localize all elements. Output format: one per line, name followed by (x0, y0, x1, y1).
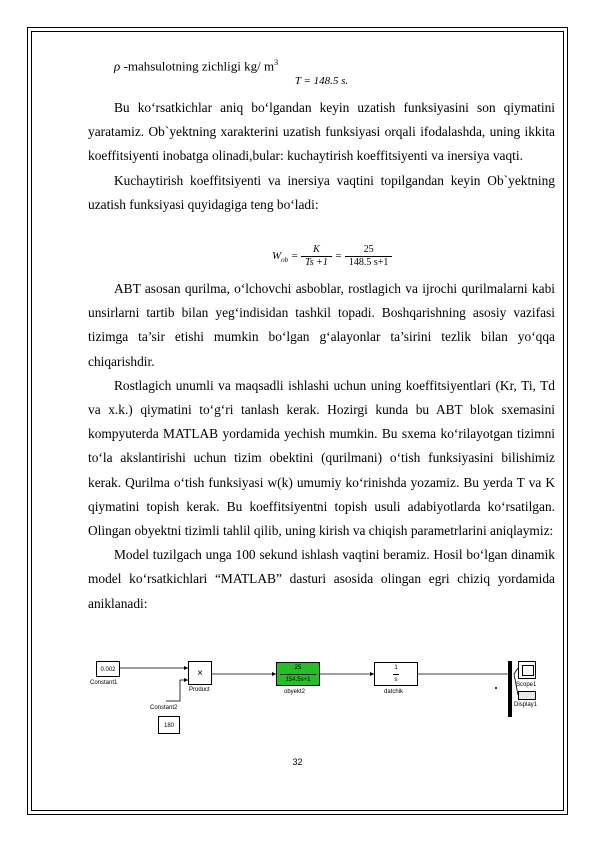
constant1-label: Constant1 (90, 680, 118, 686)
fraction-2 (345, 244, 393, 269)
eq-lhs: W (272, 250, 282, 263)
transfer-function-block[interactable] (276, 662, 320, 686)
fraction-2-denominator: 148.5 s+1 (348, 257, 389, 268)
integrator-block[interactable] (374, 662, 418, 686)
constant2-block[interactable] (158, 716, 180, 734)
eq-lhs-sub: ob (281, 256, 289, 265)
eq-sign-1: = (290, 250, 299, 263)
equation-T: T = 148.5 s. (294, 75, 349, 87)
simulink-diagram (88, 655, 558, 745)
integrator-numerator: 1 (394, 665, 398, 671)
display-label: Display1 (514, 702, 538, 708)
page-number: 32 (292, 757, 303, 767)
paragraph-1: Bu ko‘rsatkichlar aniq bo‘lgandan keyin uzatish funksiyasini son qiymatini yaratamiz. Ob`yektning xarakterini uzatish funksiyasi orqali ifodalashda, uning ikkita koeffitsiyenti inobatga olinadi,bular: kuchaytirish koeffitsiyenti va inersiya vaqti. (88, 100, 555, 164)
product-label: Product (189, 687, 210, 693)
equation-W (272, 244, 392, 269)
eq-sign-2: = (334, 250, 343, 263)
tf-label: obyekt2 (284, 689, 306, 695)
integrator-label: datchik (384, 689, 404, 695)
density-unit-exponent: 3 (274, 58, 279, 67)
paragraph-block-1 (88, 96, 555, 217)
rho-symbol: ρ (114, 58, 121, 74)
integrator-denominator: s (393, 674, 399, 686)
tf-numerator: 25 (294, 665, 302, 671)
density-text: -mahsulotning zichligi kg/ m (120, 58, 275, 74)
paragraph-5: Model tuzilgach unga 100 sekund ishlash vaqtini beramiz. Hosil bo‘lgan dinamik model ko‘rsatkichlari “MATLAB” dasturi asosida olingan egri chiziq yordamida aniklanadi: (88, 547, 555, 611)
constant1-block[interactable] (96, 661, 120, 677)
scope-label: Scope1 (516, 682, 537, 688)
paragraph-3: ABT asosan qurilma, o‘lchovchi asboblar, rostlagich va ijrochi qurilmalarni kabi unsirlarni tartib bilan yeg‘indisidan tashkil topadi. Boshqarishning asosiy vazifasi tizimga ta’sir etishi mumkin bo‘lgan g‘alayonlar ta’sirini tezlik bilan yo‘qqa chiqarishdir. (88, 281, 555, 369)
paragraph-4: Rostlagich unumli va maqsadli ishlashi uchun uning koeffitsiyentlari (Kr, Ti, Td va x.k.) qiymatini to‘g‘ri tanlash kerak. Hozirgi kunda bu ABT blok sxemasini kompyuterda MATLAB yordamida yechish mumkin. Bu sxema ko‘rilayotgan tizimni to‘la akslantirishi uchun tizim obektini (qurilmani) o‘tish funksiyasini bilishimiz kerak. Qurilma o‘tish funksiyasi w(k) umumiy ko‘rinishda yozamiz. Bu yerda T va K qiymatini topish kerak. Bu koeffitsiyentni topish usuli adabiyotlarda ko‘rsatilgan. Olingan obyektni tizimli tahlil qilib, uning kirish va chiqish parametrlarini aniqlaymiz: (88, 377, 555, 539)
constant1-value: 0.002 (100, 667, 116, 673)
paragraph-2: Kuchaytirish koeffitsiyenti va inersiya vaqtini topilgandan keyin Ob`yektning uzatish funksiyasi quyidagiga teng bo‘ladi: (88, 172, 555, 212)
scope-screen-icon (522, 665, 534, 676)
tf-denominator: 154.5s+1 (280, 674, 316, 686)
paragraph-block-2 (88, 277, 555, 616)
fraction-1-numerator: K (301, 244, 332, 257)
constant2-label: Constant2 (150, 705, 178, 711)
fraction-2-numerator: 25 (345, 244, 393, 257)
constant2-value: 180 (163, 723, 174, 729)
display-block[interactable] (518, 691, 536, 700)
product-symbol: × (197, 668, 203, 679)
product-block[interactable] (188, 661, 212, 685)
fraction-1-denominator: Ts +1 (305, 257, 328, 268)
fraction-1 (301, 244, 332, 269)
scope-block[interactable] (518, 661, 536, 679)
